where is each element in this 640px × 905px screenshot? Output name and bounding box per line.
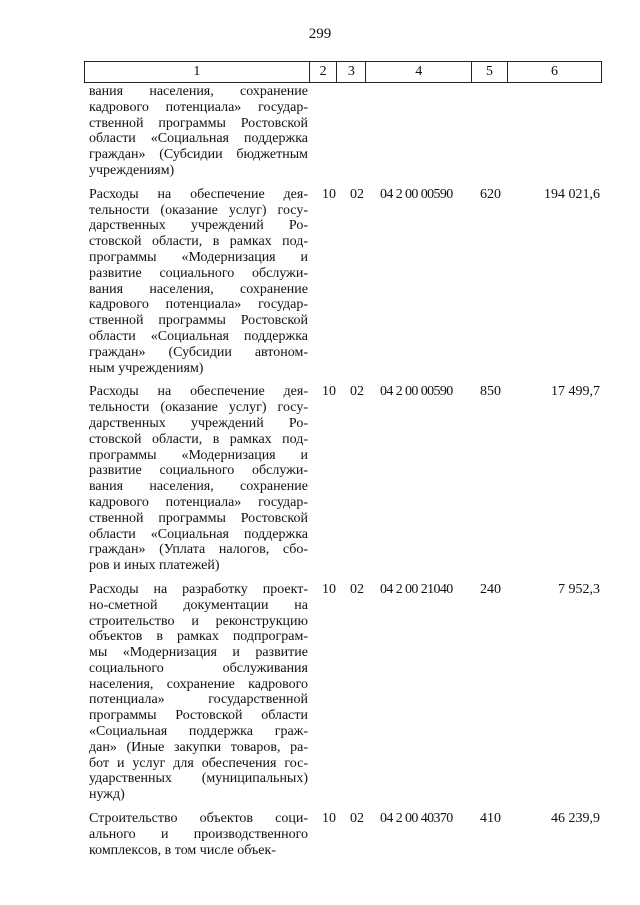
description-line: развитие социального обслужи- <box>89 265 308 281</box>
description-line: области «Социальная поддержка <box>89 328 308 344</box>
description-line: вания населения, сохранение <box>89 479 308 495</box>
section-code: 10 <box>322 581 336 597</box>
description-line: мы «Модернизация и развитие <box>89 645 308 661</box>
row-description <box>89 384 308 574</box>
description-line: вания населения, сохранение <box>89 281 308 297</box>
row-description <box>89 187 308 377</box>
description-line: «Социальная поддержка граж- <box>89 724 308 740</box>
description-line: программы «Модернизация и <box>89 249 308 265</box>
description-line: Расходы на обеспечение дея- <box>89 384 308 400</box>
description-line: кадрового потенциала» государ- <box>89 99 308 115</box>
description-line: вания населения, сохранение <box>89 84 308 99</box>
table-row <box>89 187 604 377</box>
column-header-table <box>84 61 602 83</box>
description-line: граждан» (Уплата налогов, сбо- <box>89 542 308 558</box>
amount-value: 46 239,9 <box>551 811 600 827</box>
description-line: стовской области, в рамках под- <box>89 234 308 250</box>
amount-value: 194 021,6 <box>544 186 600 202</box>
description-line: Строительство объектов соци- <box>89 811 308 827</box>
description-line: программы «Модернизация и <box>89 447 308 463</box>
target-article-code: 04 2 00 00590 <box>380 384 453 400</box>
budget-table-body <box>89 84 604 858</box>
description-line: кадрового потенциала» государ- <box>89 297 308 313</box>
subsection-code: 02 <box>350 581 364 597</box>
subsection-code: 02 <box>350 384 364 400</box>
description-line: области «Социальная поддержка <box>89 131 308 147</box>
description-line: тельности (оказание услуг) госу- <box>89 400 308 416</box>
description-line: бот и услуг для обеспечения гос- <box>89 755 308 771</box>
section-code: 10 <box>322 186 336 202</box>
description-line: населения, сохранение кадрового <box>89 676 308 692</box>
description-line: ров и иных платежей) <box>89 558 220 574</box>
description-line: дан» (Иные закупки товаров, ра- <box>89 739 308 755</box>
description-line: объектов в рамках подпрограм- <box>89 629 308 645</box>
description-line: ственной программы Ростовской <box>89 115 308 131</box>
description-line: учреждениям) <box>89 162 175 178</box>
description-line: ударственных (муниципальных) <box>89 771 308 787</box>
page-number: 299 <box>308 26 332 42</box>
target-article-code: 04 2 00 21040 <box>380 581 453 597</box>
column-header-2: 2 <box>309 62 337 83</box>
column-header-3: 3 <box>337 62 366 83</box>
description-line: социального обслуживания <box>89 660 308 676</box>
target-article-code: 04 2 00 40370 <box>380 811 453 827</box>
description-line: граждан» (Субсидии бюджетным <box>89 147 308 163</box>
description-line: области «Социальная поддержка <box>89 526 308 542</box>
table-row <box>89 84 604 179</box>
column-header-row <box>85 62 602 83</box>
description-line: но-сметной документации на <box>89 597 308 613</box>
column-header-4: 4 <box>366 62 472 83</box>
amount-value: 7 952,3 <box>558 581 600 597</box>
description-line: стовской области, в рамках под- <box>89 431 308 447</box>
description-line: Расходы на обеспечение дея- <box>89 186 308 202</box>
description-line: программы Ростовской области <box>89 708 308 724</box>
description-line: Расходы на разработку проект- <box>89 581 308 597</box>
subsection-code: 02 <box>350 186 364 202</box>
description-line: граждан» (Субсидии автоном- <box>89 344 308 360</box>
section-code: 10 <box>322 384 336 400</box>
table-row <box>89 811 604 858</box>
description-line: строительство и реконструкцию <box>89 613 308 629</box>
description-line: ственной программы Ростовской <box>89 313 308 329</box>
description-line: дарственных учреждений Ро- <box>89 415 308 431</box>
row-description <box>89 582 308 803</box>
amount-value: 17 499,7 <box>551 384 600 400</box>
expense-type-code: 410 <box>480 811 501 827</box>
row-description <box>89 84 308 179</box>
description-line: развитие социального обслужи- <box>89 463 308 479</box>
column-header-6: 6 <box>507 62 601 83</box>
expense-type-code: 850 <box>480 384 501 400</box>
row-description <box>89 811 308 858</box>
description-line: кадрового потенциала» государ- <box>89 494 308 510</box>
table-row <box>89 582 604 803</box>
target-article-code: 04 2 00 00590 <box>380 186 453 202</box>
description-line: комплексов, в том числе объек- <box>89 842 276 858</box>
description-line: потенциала» государственной <box>89 692 308 708</box>
section-code: 10 <box>322 811 336 827</box>
description-line: ственной программы Ростовской <box>89 510 308 526</box>
description-line: тельности (оказание услуг) госу- <box>89 202 308 218</box>
column-header-1: 1 <box>85 62 310 83</box>
description-line: ным учреждениям) <box>89 360 204 376</box>
expense-type-code: 620 <box>480 186 501 202</box>
description-line: дарственных учреждений Ро- <box>89 218 308 234</box>
description-line: ального и производственного <box>89 826 308 842</box>
column-header-5: 5 <box>472 62 508 83</box>
description-line: нужд) <box>89 787 125 803</box>
table-row <box>89 384 604 574</box>
expense-type-code: 240 <box>480 581 501 597</box>
subsection-code: 02 <box>350 811 364 827</box>
